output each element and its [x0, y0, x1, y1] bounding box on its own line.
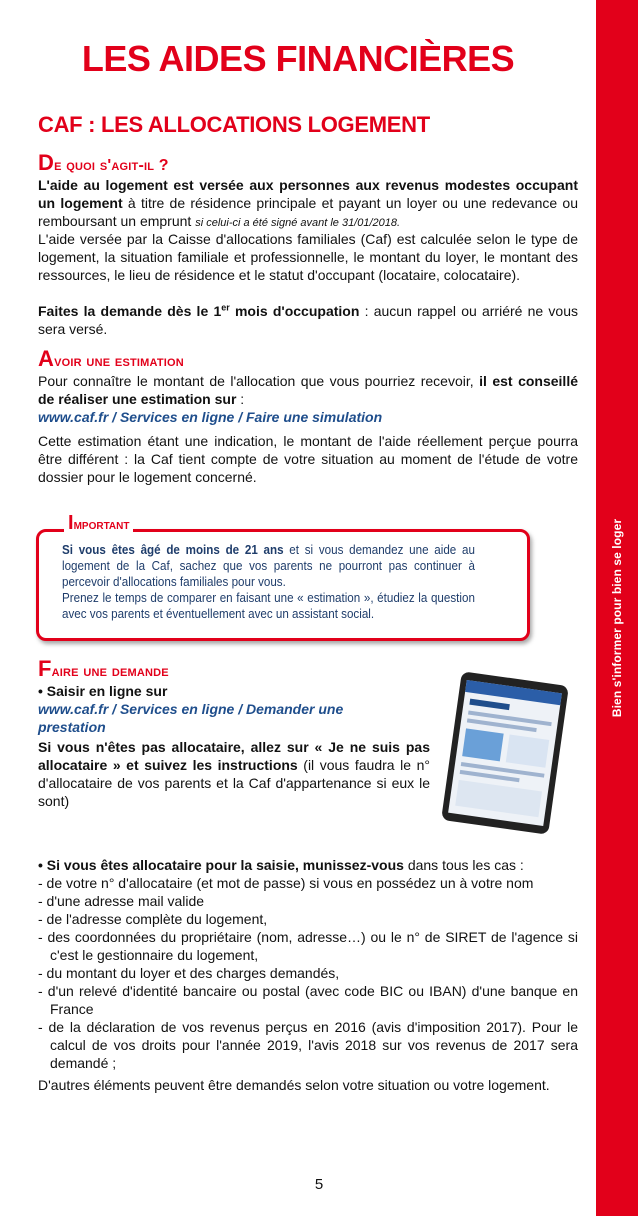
list-item: - de votre n° d'allocataire (et mot de passe) si vous en possédez un à votre nom [38, 875, 534, 891]
page-title: LES AIDES FINANCIÈRES [81, 38, 515, 79]
list-item: - du montant du loyer et des charges demandés, [38, 965, 340, 981]
important-text: Si vous êtes âgé de moins de 21 ans et si vous demandez une aide au logement de la Caf, sachez que vos parents ne pourront pas continuer à percevoir d'allocations familiales pour vous. Prenez le temps de comparer en faisant une « estimation », étudiez la question avec vos parents et éventuellement avec un assistant social. [62, 543, 475, 621]
page-number: 5 [314, 1176, 324, 1193]
list-item: - des coordonnées du propriétaire (nom, adresse…) ou le n° de SIRET de l'agence si c'est le gestionnaire du logement, [38, 929, 578, 963]
non-allocataire-paragraph: Si vous n'êtes pas allocataire, allez sur « Je ne suis pas allocataire » et suivez les instructions (il vous faudra le n° d'allocataire de vos parents et la Caf d'appartenance si eux le sont) [38, 739, 430, 809]
demande-link[interactable]: www.caf.fr / Services en ligne / Demander une prestation [38, 701, 344, 735]
closing-paragraph: D'autres éléments peuvent être demandés selon votre situation ou votre logement. [38, 1077, 550, 1093]
section1-paragraph1: L'aide au logement est versée aux personnes aux revenus modestes occupant un logement à titre de résidence principale et payant un loyer ou une redevance ou remboursant un emprunt si celui-ci a été signé avant le 31/01/2018. [38, 177, 578, 229]
heading-de-quoi: De quoi s'agit-il ? [38, 150, 169, 175]
list-item: - de l'adresse complète du logement, [38, 911, 268, 927]
section1-paragraph3: Faites la demande dès le 1er mois d'occupation : aucun rappel ou arriéré ne vous sera versé. [38, 302, 578, 337]
section-subtitle: CAF : LES ALLOCATIONS LOGEMENT [38, 112, 430, 137]
heading-demande: Faire une demande [38, 656, 169, 681]
list-item: - de la déclaration de vos revenus perçus en 2016 (avis d'imposition 2017). Pour le calcul de vos droits pour l'année 2019, l'avis 2018 sur vos revenus de 2017 sera demandé ; [38, 1019, 578, 1071]
simulation-link[interactable]: www.caf.fr / Services en ligne / Faire une simulation [38, 409, 383, 425]
list-item: - d'un relevé d'identité bancaire ou postal (avec code BIC ou IBAN) d'une banque en France [38, 983, 578, 1017]
section2-paragraph1: Pour connaître le montant de l'allocation que vous pourriez recevoir, il est conseillé de réaliser une estimation sur : [38, 373, 578, 407]
tablet-image [437, 672, 573, 834]
list-item: - d'une adresse mail valide [38, 893, 205, 909]
heading-estimation: Avoir une estimation [38, 346, 184, 371]
sidebar-label: Bien s'informer pour bien se loger [610, 518, 624, 718]
documents-list [38, 874, 578, 1072]
online-bullet: • Saisir en ligne sur [38, 683, 168, 699]
allocataire-bullet: • Si vous êtes allocataire pour la saisie, munissez-vous dans tous les cas : [38, 857, 524, 873]
section1-paragraph2: L'aide versée par la Caisse d'allocations familiales (Caf) est calculée selon le type de logement, la situation familiale et professionnelle, le montant du loyer, le montant des ressources, le lieu de résidence et le statut d'occupant (locataire, colocataire). [38, 231, 578, 283]
section2-paragraph2: Cette estimation étant une indication, le montant de l'aide réellement perçue pourra être différent : la Caf tient compte de votre situation au moment de l'étude de votre dossier pour le logement concerné. [38, 433, 578, 485]
important-heading: Important [64, 512, 133, 535]
